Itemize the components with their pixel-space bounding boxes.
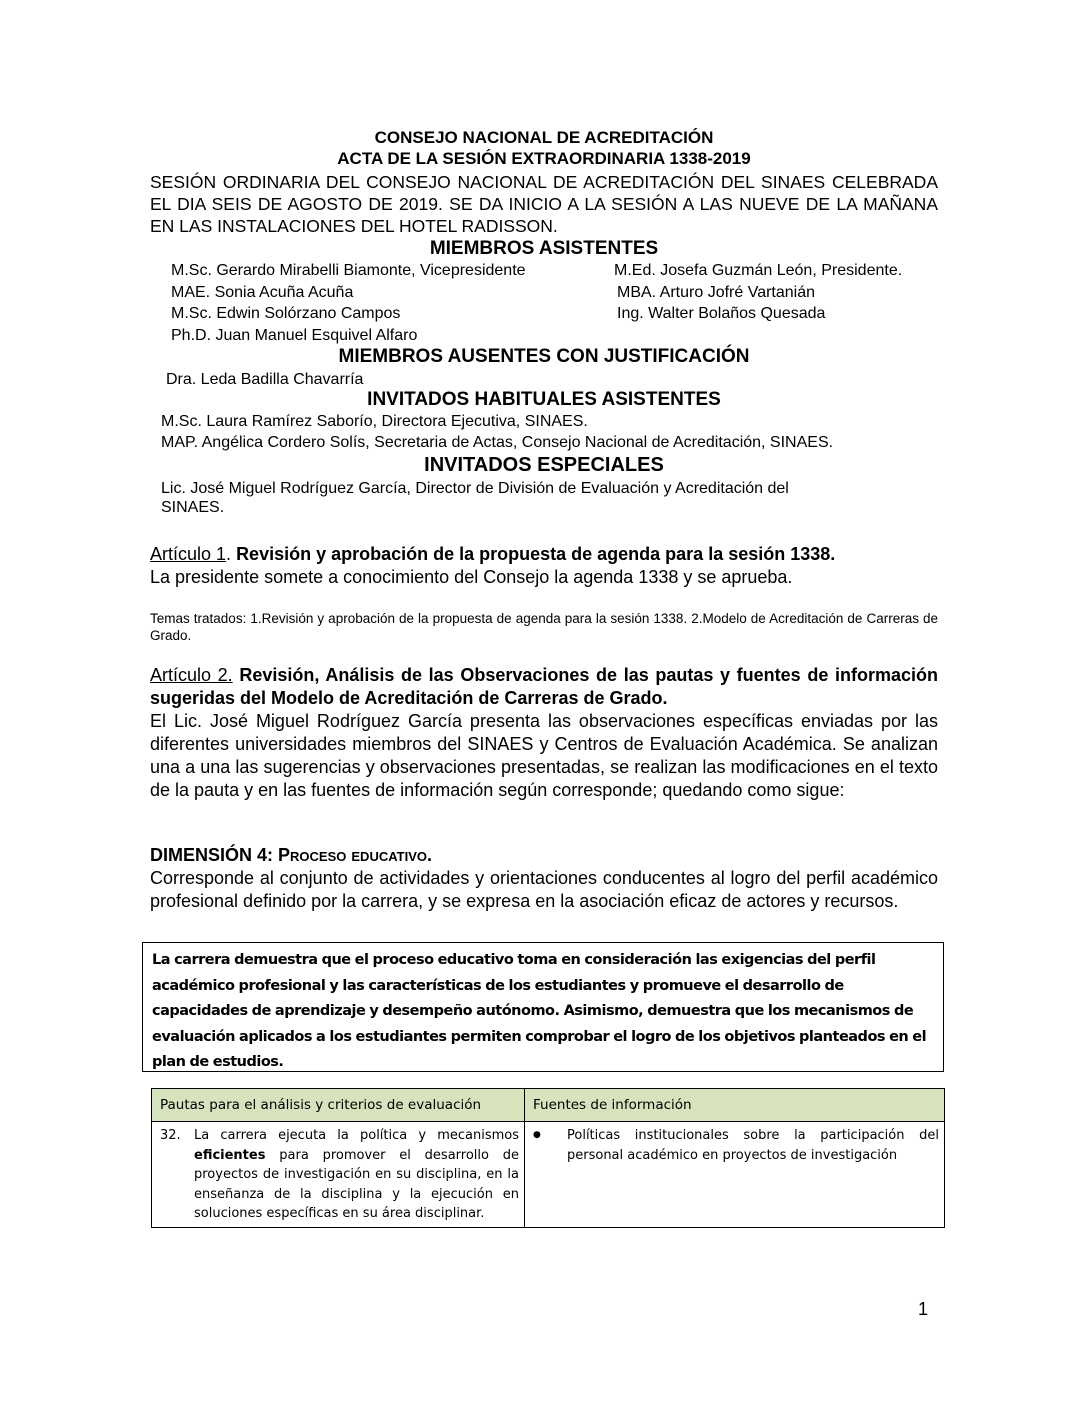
member-name: MAE. Sonia Acuña Acuña — [171, 284, 354, 301]
absent-member-name: Dra. Leda Badilla Chavarría — [166, 371, 364, 388]
special-guest-line: SINAES. — [161, 499, 225, 516]
articulo-2-block — [150, 664, 938, 802]
document-title: CONSEJO NACIONAL DE ACREDITACIÓN — [374, 128, 714, 147]
articulo-1-title: Revisión y aprobación de la propuesta de agenda para la sesión 1338. — [236, 544, 836, 564]
fuente-cell — [525, 1122, 945, 1228]
member-name: M.Ed. Josefa Guzmán León, Presidente. — [614, 262, 903, 279]
pautas-table — [151, 1088, 945, 1228]
pauta-emphasis: eficientes — [194, 1147, 266, 1163]
pauta-text-part: para promover el desarrollo de proyectos de investigación en su disciplina, en la enseñanza de la disciplina y la ejecución en soluciones específicas en su área disciplinar. — [194, 1147, 519, 1221]
dimension-text: Corresponde al conjunto de actividades y orientaciones conducentes al logro del perfil académico profesional definido por la carrera, y se expresa en la asociación eficaz de actores y recursos. — [150, 868, 938, 911]
member-name: Ph.D. Juan Manuel Esquivel Alfaro — [171, 327, 418, 344]
heading-miembros-ausentes: MIEMBROS AUSENTES CON JUSTIFICACIÓN — [338, 346, 750, 367]
fuente-text: Políticas institucionales sobre la participación del personal académico en proyectos de investigación — [567, 1128, 939, 1163]
articulo-2-title: Revisión, Análisis de las Observaciones de las pautas y fuentes de información sugeridas del Modelo de Acreditación de Carreras de Grado. — [150, 665, 938, 708]
articulo-1-label: Artículo 1 — [150, 544, 227, 564]
member-name: MBA. Arturo Jofré Vartanián — [617, 284, 816, 301]
pauta-text-part: La carrera ejecuta la política y mecanismos — [194, 1128, 519, 1143]
heading-invitados-especiales: INVITADOS ESPECIALES — [424, 454, 664, 476]
dimension-criterion-box: La carrera demuestra que el proceso educativo toma en consideración las exigencias del perfil académico profesional y las características de los estudiantes y promueve el desarrollo de capacidades de aprendizaje y desempeño autónomo. Asimismo, demuestra que los mecanismos de evaluación aplicados a los estudiantes permiten comprobar el logro de los objetivos planteados en el plan de estudios. — [142, 942, 944, 1072]
guest-name: M.Sc. Laura Ramírez Saborío, Directora Ejecutiva, SINAES. — [161, 413, 588, 430]
column-header: Fuentes de información — [525, 1089, 945, 1122]
member-name: M.Sc. Edwin Solórzano Campos — [171, 305, 401, 322]
articulo-2-label: Artículo 2. — [150, 665, 233, 685]
pauta-cell — [152, 1122, 525, 1228]
table-row — [152, 1122, 945, 1228]
guest-name: MAP. Angélica Cordero Solís, Secretaria de Actas, Consejo Nacional de Acreditación, SINAES. — [161, 434, 834, 451]
pauta-text — [194, 1126, 519, 1224]
dimension-heading — [150, 844, 938, 867]
articulo-1-text: La presidente somete a conocimiento del Consejo la agenda 1338 y se aprueba. — [150, 567, 793, 587]
dimension-label: DIMENSIÓN 4: — [150, 845, 274, 865]
bullet-icon: ● — [533, 1130, 541, 1140]
document-subtitle: ACTA DE LA SESIÓN EXTRAORDINARIA 1338-2019 — [337, 149, 751, 168]
temas-tratados: Temas tratados: 1.Revisión y aprobación de la propuesta de agenda para la sesión 1338. 2.Modelo de Acreditación de Carreras de Grado. — [150, 611, 938, 643]
special-guest-line: Lic. José Miguel Rodríguez García, Director de División de Evaluación y Acreditación del — [161, 480, 789, 497]
dimension-name: Proceso educativo. — [278, 845, 432, 865]
heading-invitados-habituales: INVITADOS HABITUALES ASISTENTES — [367, 389, 721, 410]
heading-miembros-asistentes: MIEMBROS ASISTENTES — [429, 238, 659, 259]
articulo-2-text: El Lic. José Miguel Rodríguez García presenta las observaciones específicas enviadas por las diferentes universidades miembros del SINAES y Centros de Evaluación Académica. Se analizan una a una las sugerencias y observaciones presentadas, se realizan las modificaciones en el texto de la pauta y en las fuentes de información según corresponde; quedando como sigue: — [150, 711, 938, 800]
column-header: Pautas para el análisis y criterios de evaluación — [152, 1089, 525, 1122]
member-name: M.Sc. Gerardo Mirabelli Biamonte, Vicepresidente — [171, 262, 526, 279]
member-name: Ing. Walter Bolaños Quesada — [617, 305, 826, 322]
session-intro: SESIÓN ORDINARIA DEL CONSEJO NACIONAL DE ACREDITACIÓN DEL SINAES CELEBRADA EL DIA SEIS DE AGOSTO DE 2019. SE DA INICIO A LA SESIÓN A LAS NUEVE DE LA MAÑANA EN LAS INSTALACIONES DEL HOTEL RADISSON. — [150, 172, 938, 236]
articulo-1-heading: Artículo 1. Revisión y aprobación de la propuesta de agenda para la sesión 1338. — [150, 544, 836, 564]
table-header-row — [152, 1089, 945, 1122]
pauta-number: 32. — [160, 1128, 181, 1143]
page-number: 1 — [918, 1299, 929, 1319]
